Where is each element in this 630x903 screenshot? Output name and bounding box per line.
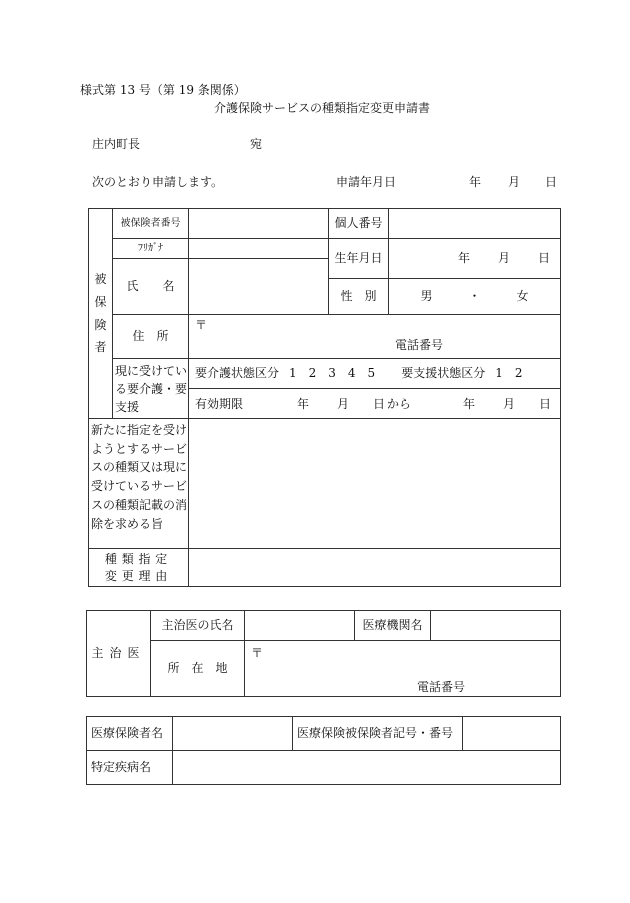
application-statement: 次のとおり申請します。 bbox=[92, 175, 224, 189]
birth-day: 日 bbox=[537, 251, 550, 266]
doctor-phone-label: 電話番号 bbox=[417, 680, 466, 694]
addressee-honorific: 宛 bbox=[250, 137, 263, 151]
birth-year: 年 bbox=[457, 251, 470, 266]
application-year: 年 bbox=[469, 175, 482, 189]
institution-field[interactable] bbox=[431, 611, 561, 641]
insurance-table bbox=[86, 716, 561, 785]
validity-start-year: 年 bbox=[297, 397, 310, 411]
insured-table bbox=[88, 208, 561, 587]
specified-disease-label: 特定疾病名 bbox=[87, 751, 173, 785]
support-level-options[interactable]: 1 2 bbox=[495, 366, 523, 381]
service-request-label: 新たに指定を受けようとするサービスの種類又は現に受けているサービスの種類記載の消除を求める旨 bbox=[89, 419, 189, 549]
doctor-name-field[interactable] bbox=[245, 611, 355, 641]
care-level-row[interactable] bbox=[189, 359, 561, 389]
address-field[interactable] bbox=[189, 315, 561, 359]
application-day: 日 bbox=[545, 175, 558, 189]
insured-number-boxes[interactable] bbox=[189, 209, 329, 239]
validity-end-year: 年 bbox=[463, 397, 476, 411]
sex-female[interactable]: 女 bbox=[516, 289, 529, 304]
doctor-table bbox=[86, 610, 561, 697]
address-phone-label: 電話番号 bbox=[395, 338, 444, 352]
name-field[interactable] bbox=[189, 259, 329, 315]
validity-from: から bbox=[387, 397, 412, 411]
doctor-postal-mark: 〒 bbox=[251, 646, 264, 660]
application-date-label: 申請年月日 bbox=[336, 175, 397, 189]
personal-number-label: 個人番号 bbox=[329, 209, 389, 239]
insured-number-label: 被保険者番号 bbox=[113, 209, 189, 239]
name-label: 氏 名 bbox=[113, 259, 189, 315]
application-month: 月 bbox=[508, 175, 521, 189]
care-level-options[interactable]: 1 2 3 4 5 bbox=[289, 366, 376, 381]
doctor-location-field[interactable] bbox=[245, 641, 561, 697]
insured-id-label: 医療保険被保険者記号・番号 bbox=[293, 717, 463, 751]
form-number: 様式第 13 号（第 19 条関係） bbox=[80, 83, 246, 97]
form-title: 介護保険サービスの種類指定変更申請書 bbox=[214, 101, 431, 115]
sex-male[interactable]: 男 bbox=[420, 289, 433, 304]
furigana-label: ﾌﾘｶﾞﾅ bbox=[113, 239, 189, 259]
birthdate-label: 生年月日 bbox=[329, 239, 389, 279]
validity-label: 有効期限 bbox=[195, 397, 244, 411]
sex-dot: ・ bbox=[468, 289, 481, 304]
support-level-label: 要支援状態区分 bbox=[401, 366, 486, 381]
validity-start-month: 月 bbox=[337, 397, 350, 411]
care-level-label: 要介護状態区分 bbox=[195, 366, 280, 381]
validity-end-month: 月 bbox=[503, 397, 516, 411]
doctor-name-label: 主治医の氏名 bbox=[151, 611, 245, 641]
specified-disease-field[interactable] bbox=[173, 751, 561, 785]
sex-options[interactable] bbox=[389, 279, 561, 315]
addressee: 庄内町長 bbox=[92, 137, 141, 151]
insurer-name-field[interactable] bbox=[173, 717, 293, 751]
birth-month: 月 bbox=[497, 251, 510, 266]
certification-label: 現に受けている要介護・要支援 bbox=[113, 359, 189, 419]
change-reason-label: 種類指定 変更理由 bbox=[89, 549, 189, 587]
furigana-field[interactable] bbox=[189, 239, 329, 259]
change-reason-field[interactable] bbox=[189, 549, 561, 587]
address-postal-mark: 〒 bbox=[195, 318, 208, 332]
address-label: 住 所 bbox=[113, 315, 189, 359]
sex-label: 性 別 bbox=[329, 279, 389, 315]
institution-label: 医療機関名 bbox=[355, 611, 431, 641]
validity-start-day: 日 bbox=[373, 397, 386, 411]
insured-side-label: 被 保 険 者 bbox=[89, 209, 113, 419]
validity-end-day: 日 bbox=[539, 397, 552, 411]
insured-id-field[interactable] bbox=[463, 717, 561, 751]
personal-number-boxes[interactable] bbox=[389, 209, 561, 239]
doctor-side-label: 主治医 bbox=[87, 611, 151, 697]
birthdate-field[interactable] bbox=[389, 239, 561, 279]
validity-row[interactable] bbox=[189, 389, 561, 419]
insurer-name-label: 医療保険者名 bbox=[87, 717, 173, 751]
doctor-location-label: 所 在 地 bbox=[151, 641, 245, 697]
service-request-field[interactable] bbox=[189, 419, 561, 549]
